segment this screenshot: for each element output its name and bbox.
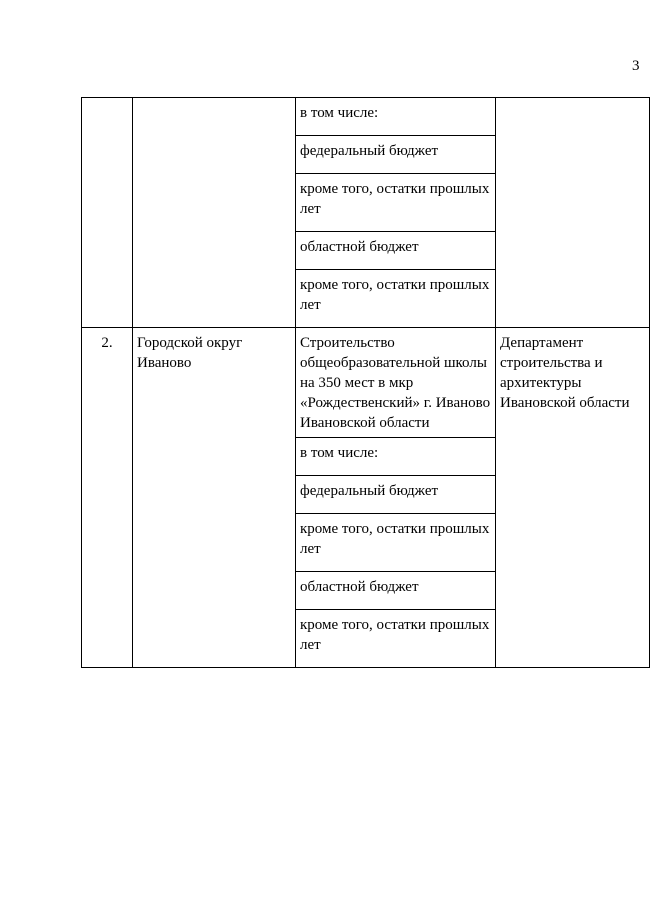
- funding-line-cell: областной бюджет: [296, 572, 496, 610]
- budget-table: [81, 97, 650, 668]
- municipality-cell: [133, 98, 296, 328]
- funding-line-cell: кроме того, остатки прошлых лет: [296, 270, 496, 328]
- funding-line-cell: кроме того, остатки прошлых лет: [296, 610, 496, 668]
- funding-line-cell: в том числе:: [296, 98, 496, 136]
- funding-line-cell: федеральный бюджет: [296, 136, 496, 174]
- funding-line-cell: областной бюджет: [296, 232, 496, 270]
- municipality-cell: Городской округ Иваново: [133, 328, 296, 668]
- funding-line-cell: федеральный бюджет: [296, 476, 496, 514]
- funding-line-cell: в том числе:: [296, 438, 496, 476]
- project-name-cell: Строительство общеобразовательной школы на 350 мест в мкр «Рождественский» г. Иваново Ивановской области: [296, 328, 496, 438]
- row-number-cell: [82, 98, 133, 328]
- table-row: [82, 328, 650, 438]
- funding-line-cell: кроме того, остатки прошлых лет: [296, 514, 496, 572]
- funding-line-cell: кроме того, остатки прошлых лет: [296, 174, 496, 232]
- department-cell: Департамент строительства и архитектуры Ивановской области: [496, 328, 650, 668]
- table-row: [82, 98, 650, 136]
- page-number: 3: [632, 58, 640, 74]
- row-number-cell: 2.: [82, 328, 133, 668]
- department-cell: [496, 98, 650, 328]
